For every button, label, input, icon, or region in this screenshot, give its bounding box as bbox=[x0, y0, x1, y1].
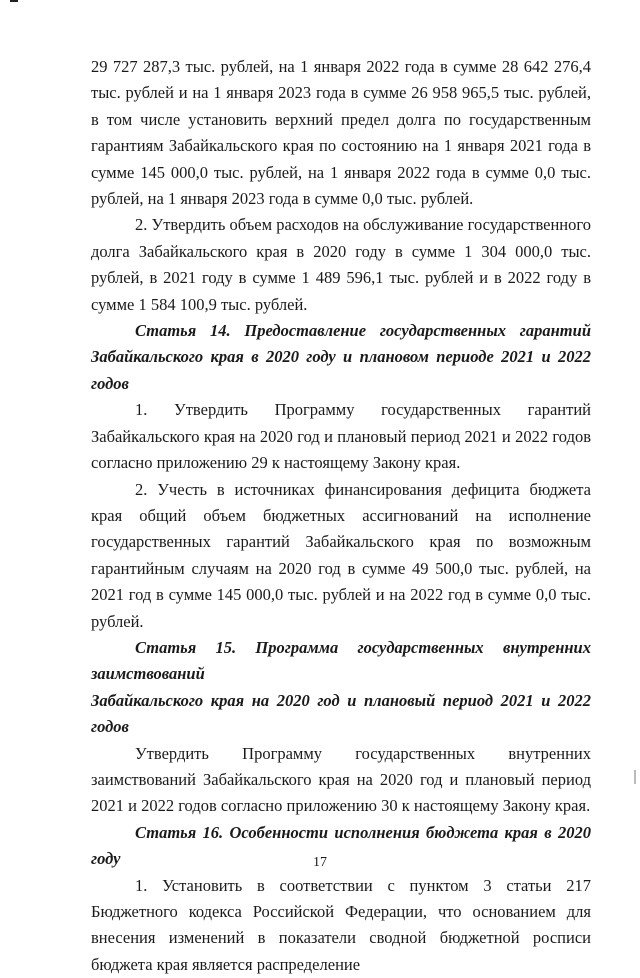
article-14-heading bbox=[91, 318, 591, 397]
paragraph-debt-limit: 29 727 287,3 тыс. рублей, на 1 января 2022 года в сумме 28 642 276,4 тыс. рублей и на 1 января 2023 года в сумме 26 958 965,5 тыс. рублей, в том числе установить верхний предел долга по государственным гарантиям Забайкальского края по состоянию на 1 января 2021 года в сумме 145 000,0 тыс. рублей, на 1 января 2022 года в сумме 0,0 тыс. рублей, на 1 января 2023 года в сумме 0,0 тыс. рублей. bbox=[91, 57, 591, 209]
page-number: 17 bbox=[313, 855, 327, 870]
body-text bbox=[91, 54, 591, 978]
article-15-title-line1: Статья 15. Программа государственных внутренних заимствований bbox=[91, 637, 591, 684]
scan-edge-mark bbox=[634, 770, 636, 784]
article-15-heading bbox=[91, 635, 591, 741]
article-14-title-line1: Статья 14. Предоставление государственных гарантий bbox=[135, 321, 591, 341]
article-16-paragraph-1: 1. Установить в соответствии с пунктом 3 статьи 217 Бюджетного кодекса Российской Федерации, что основанием для внесения изменений в показатели сводной бюджетной росписи бюджета края является распределение bbox=[91, 875, 591, 974]
paragraph-debt-service: 2. Утвердить объем расходов на обслуживание государственного долга Забайкальского края в 2020 году в сумме 1 304 000,0 тыс. рублей, в 2021 году в сумме 1 489 596,1 тыс. рублей и в 2022 году в сумме 1 584 100,9 тыс. рублей. bbox=[91, 215, 591, 314]
scan-mark bbox=[10, 0, 18, 2]
article-16-heading: Статья 16. Особенности исполнения бюджета края в 2020 году bbox=[91, 822, 591, 869]
article-14-title-line2: Забайкальского края в 2020 году и плановом периоде 2021 и 2022 годов bbox=[91, 347, 591, 393]
article-15-title-line2: Забайкальского края на 2020 год и плановый период 2021 и 2022 годов bbox=[91, 690, 591, 737]
article-14-paragraph-1: 1. Утвердить Программу государственных гарантий Забайкальского края на 2020 год и плановый период 2021 и 2022 годов согласно приложению 29 к настоящему Закону края. bbox=[91, 400, 591, 473]
article-15-paragraph-1: Утвердить Программу государственных внутренних заимствований Забайкальского края на 2020 год и плановый период 2021 и 2022 годов согласно приложению 30 к настоящему Закону края. bbox=[91, 743, 591, 816]
article-14-paragraph-2: 2. Учесть в источниках финансирования дефицита бюджета края общий объем бюджетных ассигнований на исполнение государственных гарантий Забайкальского края по возможным гарантийным случаям на 2020 год в сумме 49 500,0 тыс. рублей, на 2021 год в сумме 145 000,0 тыс. рублей и на 2022 год в сумме 0,0 тыс. рублей. bbox=[91, 479, 591, 631]
